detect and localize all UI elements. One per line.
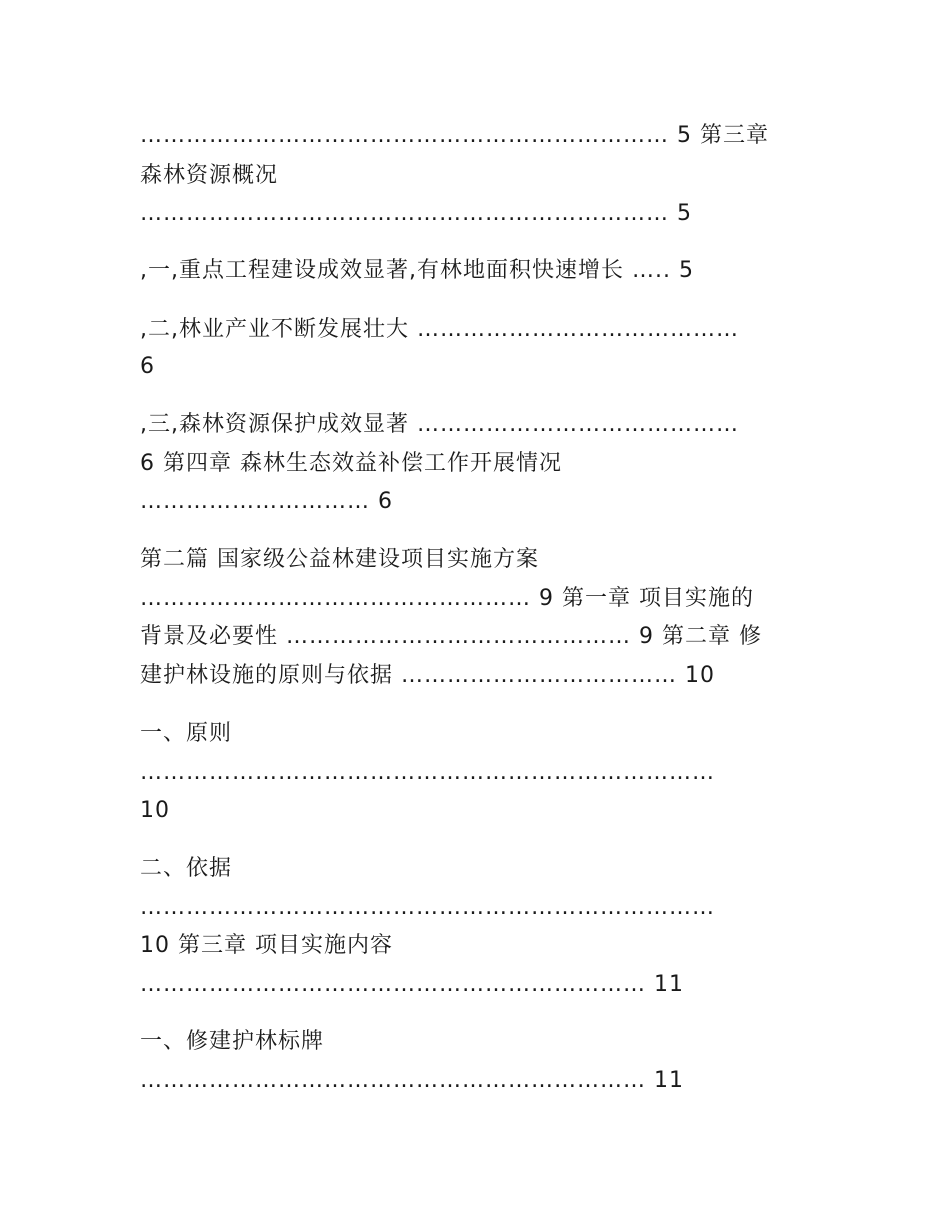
toc-line: ,三,森林资源保护成效显著 …………………………………… (140, 412, 739, 437)
toc-line: 背景及必要性 ……………………………………… 9 第二章 修 (140, 624, 762, 649)
toc-line: 一、修建护林标牌 (140, 1029, 325, 1054)
toc-line: …………………………………………………………… 5 (140, 201, 692, 226)
toc-line: ………………………………………………………………… (140, 760, 715, 785)
toc-line: …………………………………………………………… 5 第三章 (140, 123, 769, 148)
toc-line: 一、原则 (140, 721, 233, 746)
toc-line: ,一,重点工程建设成效显著,有林地面积快速增长 ….. 5 (140, 258, 694, 283)
toc-line: 10 (140, 798, 170, 823)
toc-line: 6 第四章 森林生态效益补偿工作开展情况 (140, 451, 562, 476)
toc-line: 二、依据 (140, 856, 233, 881)
toc-line: ………………………………………………………… 11 (140, 972, 684, 997)
toc-line: 建护林设施的原则与依据 ……………………………… 10 (140, 663, 715, 688)
toc-line: ………………………… 6 (140, 489, 393, 514)
toc-line: 6 (140, 354, 155, 379)
toc-line: 10 第三章 项目实施内容 (140, 933, 393, 958)
toc-line: 森林资源概况 (140, 163, 279, 188)
toc-line: ,二,林业产业不断发展壮大 …………………………………… (140, 317, 739, 342)
toc-line: ………………………………………………………… 11 (140, 1068, 684, 1093)
toc-line: …………………………………………… 9 第一章 项目实施的 (140, 586, 754, 611)
toc-line: 第二篇 国家级公益林建设项目实施方案 (140, 547, 539, 572)
toc-line: ………………………………………………………………… (140, 895, 715, 920)
